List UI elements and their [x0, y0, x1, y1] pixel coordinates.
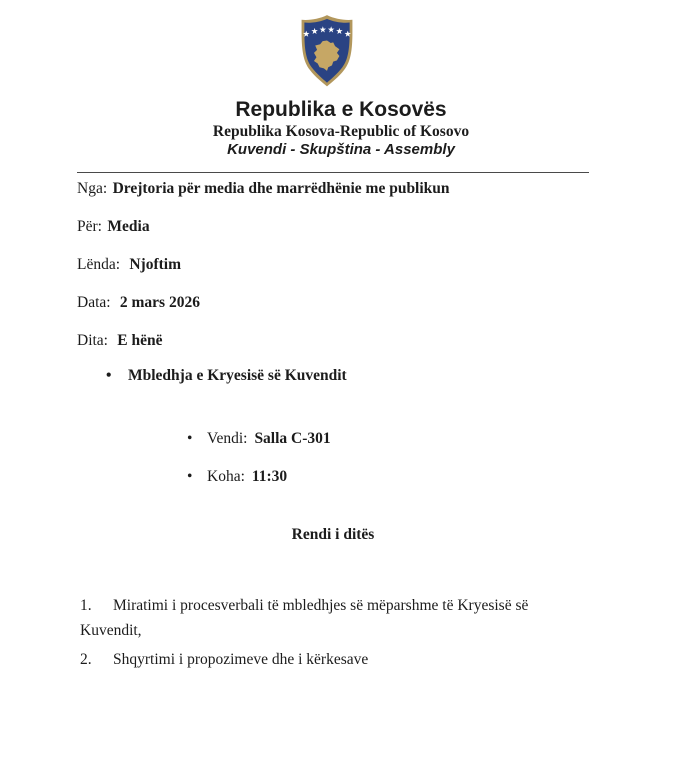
agenda-list — [80, 593, 558, 672]
agenda-item-text: Shqyrtimi i propozimeve dhe i kërkesave — [113, 651, 369, 669]
venue-label: Vendi: — [207, 430, 248, 448]
time-line — [207, 467, 287, 487]
field-nga — [77, 179, 589, 199]
field-lenda-value: Njoftim — [129, 256, 181, 274]
bullet-icon: • — [106, 367, 112, 385]
time-label: Koha: — [207, 468, 245, 486]
field-lenda — [77, 255, 589, 275]
bullet-icon: • — [187, 468, 193, 486]
field-data-value: 2 mars 2026 — [119, 294, 200, 312]
agenda-heading: Rendi i ditës — [291, 526, 375, 544]
title-assembly: Kuvendi - Skupština - Assembly — [227, 141, 455, 159]
header-divider — [77, 172, 589, 173]
document-body — [0, 179, 682, 672]
meeting-bullet-text: Mbledhja e Kryesisë së Kuvendit — [128, 367, 347, 385]
field-data-label: Data: — [77, 294, 111, 312]
time-bullet — [77, 467, 589, 487]
field-nga-value: Drejtoria për media dhe marrëdhënie me publikun — [112, 180, 450, 198]
kosovo-coat-of-arms-icon — [296, 13, 358, 91]
field-dita — [77, 331, 589, 351]
field-lenda-label: Lënda: — [77, 256, 121, 274]
field-data — [77, 293, 589, 313]
document-header — [0, 0, 682, 158]
field-per-label: Për: — [77, 218, 102, 236]
field-dita-value: E hënë — [117, 332, 163, 350]
field-nga-label: Nga: — [77, 180, 108, 198]
meeting-bullet — [77, 366, 589, 386]
venue-line — [207, 429, 331, 449]
field-per-value: Media — [107, 218, 150, 236]
field-per — [77, 217, 589, 237]
agenda-item — [80, 647, 558, 672]
venue-bullet — [77, 429, 589, 449]
time-value: 11:30 — [251, 468, 288, 486]
venue-value: Salla C-301 — [254, 430, 331, 448]
agenda-item-number: 1. — [80, 597, 92, 615]
title-republika-e-kosoves: Republika e Kosovës — [235, 98, 447, 121]
title-bilingual: Republika Kosova-Republic of Kosovo — [212, 123, 470, 141]
agenda-item-text: Miratimi i procesverbali të mbledhjes së mëparshme të Kryesisë së Kuvendit, — [80, 597, 529, 640]
agenda-item-number: 2. — [80, 651, 92, 669]
bullet-icon: • — [187, 430, 193, 448]
agenda-item — [80, 593, 558, 643]
field-dita-label: Dita: — [77, 332, 108, 350]
